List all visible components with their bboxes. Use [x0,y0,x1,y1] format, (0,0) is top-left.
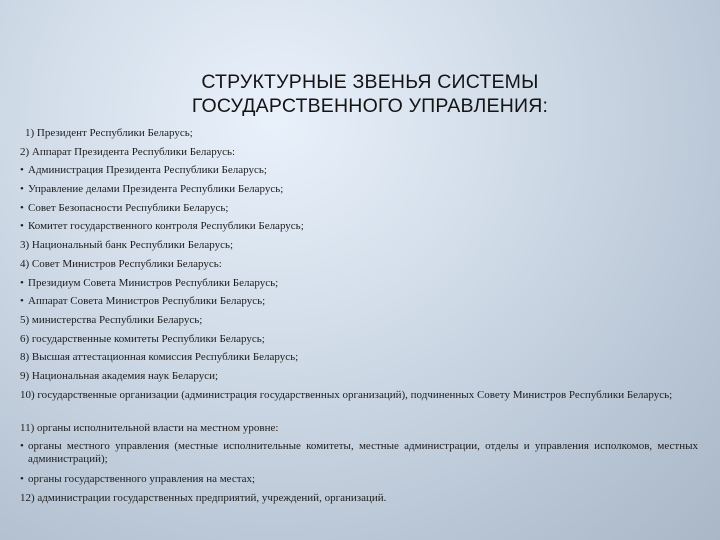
bullet-icon: • [20,183,24,196]
list-item: 8) Высшая аттестационная комиссия Республики Беларусь; [20,351,299,364]
list-item: • Аппарат Совета Министров Республики Беларусь; [20,295,266,308]
list-item: 1) Президент Республики Беларусь; [25,127,193,139]
list-item: 6) государственные комитеты Республики Беларусь; [20,332,265,345]
list-item: • органы местного управления (местные исполнительные комитеты, местные администрации, отделы и управления исполкомов, местных администраций); [20,440,698,466]
list-item: 4) Совет Министров Республики Беларусь: [20,257,222,270]
bullet-icon: • [20,473,24,486]
list-item: • Комитет государственного контроля Республики Беларусь; [20,220,304,233]
list-item: 12) администрации государственных предприятий, учреждений, организаций. [20,492,387,504]
structure-list [20,127,698,511]
bullet-icon: • [20,295,24,308]
list-item: • Управление делами Президента Республики Беларусь; [20,183,284,196]
bullet-icon: • [20,164,24,177]
bullet-icon: • [20,220,24,233]
bullet-icon: • [20,276,24,289]
list-item: 9) Национальная академия наук Беларуси; [20,369,219,382]
list-item: 3) Национальный банк Республики Беларусь; [20,239,234,252]
list-item: • Администрация Президента Республики Беларусь; [20,164,267,177]
bullet-icon: • [20,440,24,453]
list-item: 10) государственные организации (администрация государственных организаций), подчиненных Совету Министров Республики Беларусь; [20,388,673,401]
title-line-2: ГОСУДАРСТВЕННОГО УПРАВЛЕНИЯ: [191,95,549,117]
list-item: • Президиум Совета Министров Республики Беларусь; [20,276,279,289]
list-item: 5) министерства Республики Беларусь; [20,313,203,326]
list-item: • Совет Безопасности Республики Беларусь; [20,201,229,214]
list-item: 11) органы исполнительной власти на местном уровне: [20,421,279,434]
list-item: 2) Аппарат Президента Республики Беларусь: [20,145,236,158]
list-item: • органы государственного управления на местах; [20,473,256,486]
slide-title [0,70,720,118]
bullet-icon: • [20,201,24,214]
title-line-1: СТРУКТУРНЫЕ ЗВЕНЬЯ СИСТЕМЫ [201,71,539,93]
